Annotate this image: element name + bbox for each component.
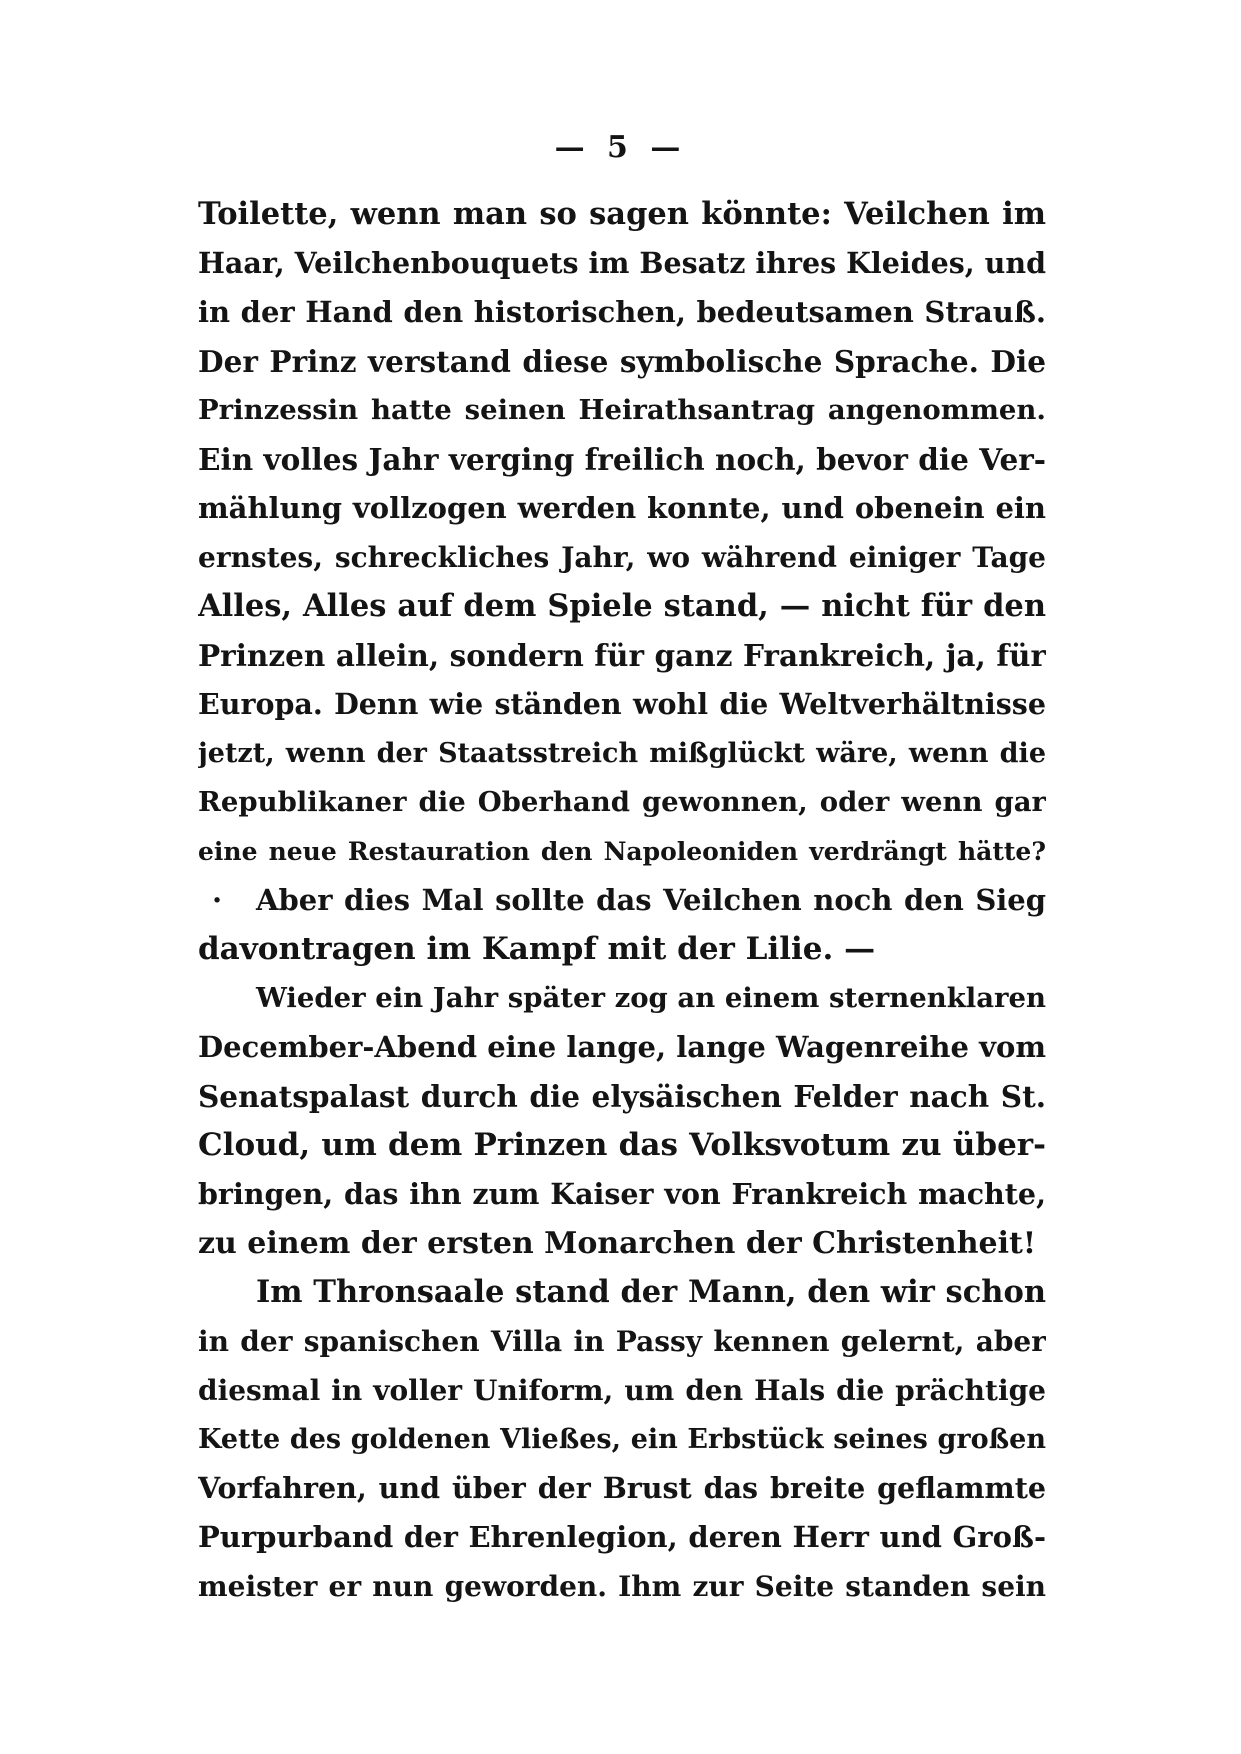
text-line: Purpurband der Ehrenlegion, deren Herr und Groß- <box>198 1520 1046 1554</box>
text-line: Republikaner die Oberhand gewonnen, oder wenn gar <box>198 786 1046 818</box>
text-line: Wieder ein Jahr später zog an einem sternenklaren <box>256 982 1046 1014</box>
text-line: Ein volles Jahr verging freilich noch, bevor die Ver- <box>198 442 1046 477</box>
body-text <box>198 190 1046 1611</box>
text-line: Vorfahren, und über der Brust das breite geflammte <box>198 1471 1046 1505</box>
text-line: Im Thronsaale stand der Mann, den wir schon <box>256 1274 1046 1310</box>
text-line: Senatspalast durch die elysäischen Felder nach St. <box>198 1079 1046 1114</box>
text-line: Der Prinz verstand diese symbolische Sprache. Die <box>198 344 1046 379</box>
text-line: Alles, Alles auf dem Spiele stand, — nicht für den <box>198 588 1046 624</box>
text-line: mählung vollzogen werden konnte, und obenein ein <box>198 491 1046 525</box>
text-line: zu einem der ersten Monarchen der Christenheit! <box>198 1226 1037 1261</box>
text-line: in der spanischen Villa in Passy kennen gelernt, aber <box>198 1325 1046 1358</box>
stray-mark: · <box>212 883 223 917</box>
text-line: Prinzessin hatte seinen Heirathsantrag angenommen. <box>198 394 1046 426</box>
text-line: Europa. Denn wie ständen wohl die Weltverhältnisse <box>198 687 1046 721</box>
text-line: davontragen im Kampf mit der Lilie. — <box>198 931 876 967</box>
text-line-content: Aber dies Mal sollte das Veilchen noch den Sieg <box>256 883 1046 917</box>
text-line: eine neue Restauration den Napoleoniden verdrängt hätte? <box>198 837 1046 866</box>
text-line <box>198 876 1046 925</box>
text-line: bringen, das ihn zum Kaiser von Frankreich machte, <box>198 1177 1046 1211</box>
text-line: Kette des goldenen Vließes, ein Erbstück seines großen <box>198 1424 1046 1455</box>
text-line: Toilette, wenn man so sagen könnte: Veilchen im <box>198 196 1046 232</box>
text-line: Prinzen allein, sondern für ganz Frankreich, ja, für <box>198 638 1046 673</box>
text-line: December-Abend eine lange, lange Wagenreihe vom <box>198 1030 1046 1064</box>
text-line: ernstes, schreckliches Jahr, wo während einiger Tage <box>198 541 1046 574</box>
page-number: — 5 — <box>554 130 687 165</box>
text-line: jetzt, wenn der Staatsstreich mißglückt wäre, wenn die <box>198 738 1046 769</box>
text-line: meister er nun geworden. Ihm zur Seite standen sein <box>198 1570 1046 1603</box>
text-line: diesmal in voller Uniform, um den Hals die prächtige <box>198 1374 1046 1407</box>
text-line: Haar, Veilchenbouquets im Besatz ihres Kleides, und <box>198 246 1046 280</box>
text-line: Cloud, um dem Prinzen das Volksvotum zu über- <box>198 1127 1046 1163</box>
text-line: in der Hand den historischen, bedeutsamen Strauß. <box>198 295 1046 329</box>
